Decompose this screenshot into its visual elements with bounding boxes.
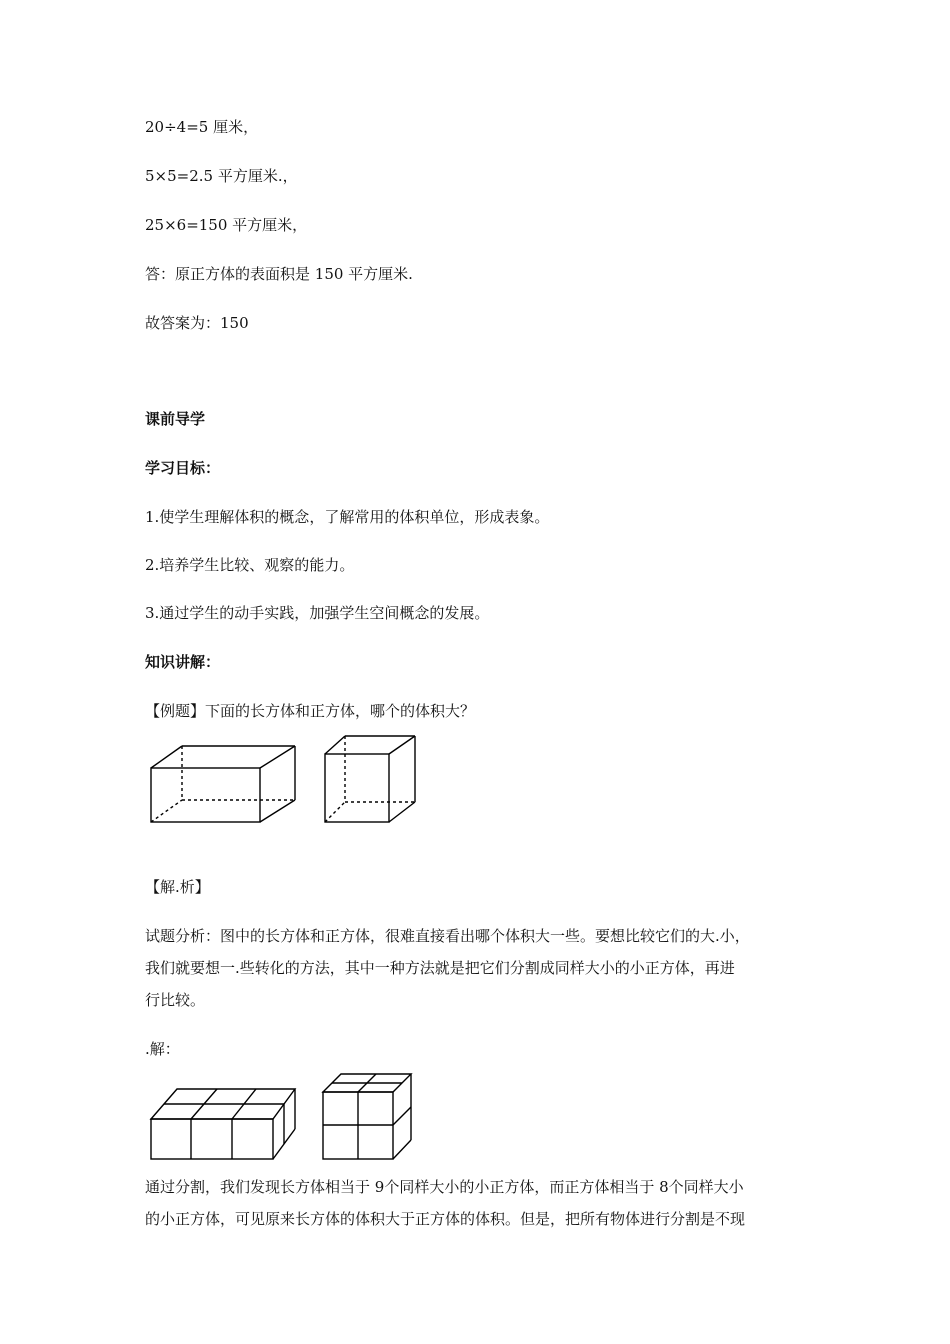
goal-item-1: 1.使学生理解体积的概念，了解常用的体积单位，形成表象。	[145, 508, 550, 526]
example-question: 【例题】下面的长方体和正方体，哪个的体积大？	[145, 702, 476, 720]
analysis-line-3: 行比较。	[145, 991, 206, 1009]
cuboid-cube-figure	[145, 732, 425, 827]
divided-cuboid-shape	[151, 1089, 295, 1159]
cube-shape	[325, 736, 415, 822]
divided-cube-shape	[323, 1074, 411, 1159]
section-title: 课前导学	[145, 410, 206, 428]
calc-line-1: 20÷4=5 厘米，	[145, 118, 259, 136]
conclusion-line-1: 通过分割，我们发现长方体相当于 9个同样大小的小正方体，而正方体相当于 8个同样大小	[145, 1178, 744, 1196]
goal-item-3: 3.通过学生的动手实践，加强学生空间概念的发展。	[145, 604, 490, 622]
solution-label: .解：	[145, 1040, 180, 1058]
knowledge-heading: 知识讲解：	[145, 653, 221, 671]
analysis-line-2: 我们就要想一.些转化的方法，其中一种方法就是把它们分割成同样大小的小正方体，再进	[145, 959, 735, 977]
calc-line-2: 5×5=2.5 平方厘米.，	[145, 167, 298, 185]
calc-line-3: 25×6=150 平方厘米，	[145, 216, 308, 234]
analysis-line-1: 试题分析：图中的长方体和正方体，很难直接看出哪个体积大一些。要想比较它们的大.小，	[145, 927, 750, 945]
goal-item-2: 2.培养学生比较、观察的能力。	[145, 556, 355, 574]
cuboid-shape	[151, 746, 295, 822]
divided-cubes-figure	[145, 1070, 425, 1165]
answer-line: 答：原正方体的表面积是 150 平方厘米.	[145, 265, 413, 283]
conclusion-line-2: 的小正方体，可见原来长方体的体积大于正方体的体积。但是，把所有物体进行分割是不现	[145, 1210, 746, 1228]
analysis-heading: 【解.析】	[145, 878, 210, 896]
final-answer-line: 故答案为：150	[145, 314, 249, 332]
goals-heading: 学习目标：	[145, 459, 221, 477]
